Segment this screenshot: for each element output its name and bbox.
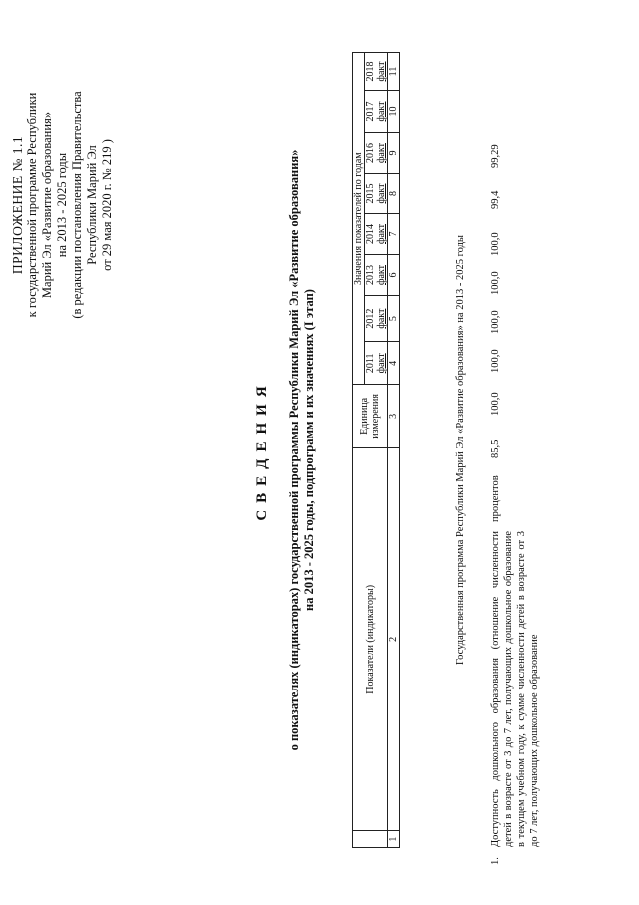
column-number: 6 [388,254,400,295]
appendix-line: на 2013 - 2025 годы [55,152,69,258]
title-line-1: о показателях (индикаторах) государственной программы Республики Марий Эл «Развитие образования» [287,149,301,751]
column-number: 2 [388,448,400,831]
appendix-line: от 29 мая 2020 г. № 219 ) [100,139,114,271]
row-value: 100,0 [490,232,501,256]
year-header: 2015 факт [365,174,388,214]
year-header: 2011 факт [365,342,388,385]
column-number: 11 [388,53,400,91]
column-number: 5 [388,295,400,341]
row-value: 85,5 [490,439,501,458]
program-subheading: Государственная программа Республики Марий Эл «Развитие образования» на 2013 - 2025 годы [455,235,466,665]
table-header-unit: Единица измерения [353,385,388,448]
column-number: 8 [388,174,400,214]
column-number: 3 [388,385,400,448]
row-value: 100,0 [490,349,501,373]
column-number: 10 [388,90,400,132]
column-number: 1 [388,831,400,848]
table-header-values: Значения показателей по годам [353,53,365,385]
row-value: 100,0 [490,392,501,416]
year-header: 2016 факт [365,133,388,174]
column-number: 7 [388,213,400,254]
year-header: 2018 факт [365,53,388,91]
title-main: СВЕДЕНИЯ [254,379,270,521]
row-unit: процентов [490,475,501,522]
row-number: 1. [490,857,501,865]
column-number: 9 [388,133,400,174]
row-value: 99,29 [490,144,501,168]
year-header: 2012 факт [365,295,388,341]
title-line-2: на 2013 - 2025 годы, подпрограмм и их значениях (I этап) [302,289,316,611]
row-value: 100,0 [490,310,501,334]
column-number: 4 [388,342,400,385]
appendix-header [10,15,115,395]
table-header-blank [353,831,388,848]
year-header: 2014 факт [365,213,388,254]
appendix-line: к государственной программе Республики [25,92,39,318]
row-value: 99,4 [490,190,501,209]
document-title [254,25,317,875]
appendix-line: Республики Марий Эл [85,145,99,265]
row-description: Доступность дошкольного образования (отношение численности детей в возрасте от 3 до 7 лет, получающих дошкольное образование в текущем учебном году, к сумме численности детей в возрасте от 3 до 7 лет, получающих дошкольное образование [490,531,540,847]
appendix-line: Марий Эл «Развитие образования» [40,111,54,299]
year-header: 2013 факт [365,254,388,295]
appendix-heading: ПРИЛОЖЕНИЕ № 1.1 [10,135,25,275]
column-number-row [388,53,400,848]
table-header-indicators: Показатели (индикаторы) [353,448,388,831]
indicators-table [352,52,400,848]
appendix-line: (в редакции постановления Правительства [70,91,84,319]
year-header: 2017 факт [365,90,388,132]
row-value: 100,0 [490,271,501,295]
